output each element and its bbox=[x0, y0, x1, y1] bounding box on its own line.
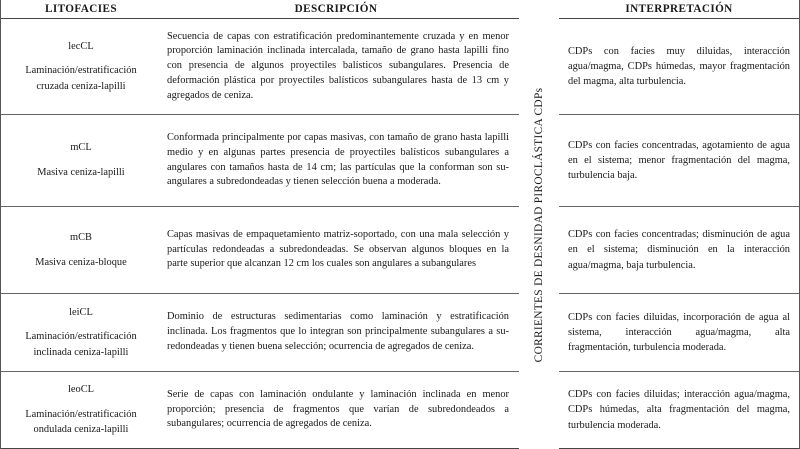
litofacies-code: mCL bbox=[70, 142, 92, 154]
litofacies-name bbox=[25, 329, 136, 360]
litofacies-cell bbox=[1, 372, 161, 448]
interpretacion-cell: CDPs con facies diluidas, incorporación de agua al sistema, interacción agua/magma, alta fragmentación, turbulencia moderada. bbox=[559, 294, 799, 372]
vertical-label-column bbox=[519, 0, 559, 449]
litofacies-name-line-2: inclinada ceniza-lapilli bbox=[33, 346, 129, 358]
table-row bbox=[1, 19, 519, 115]
interpretacion-table bbox=[559, 0, 800, 449]
descripcion-cell: Secuencia de capas con estratificación predominantemente cruzada y en menor proporción laminación inclinada intercalada, tamaño de grano hasta lapilli fino con presencia de algunos proyectiles balísticos subangulares. Presencia de deformación plástica por proyectiles balísticos subangulares hasta de 13 cm y agregados de ceniza. bbox=[167, 30, 509, 101]
column-header-descripcion: DESCRIPCIÓN bbox=[294, 3, 378, 15]
litofacies-code: leiCL bbox=[69, 306, 93, 318]
litofacies-name bbox=[25, 63, 136, 94]
table-row bbox=[1, 372, 519, 449]
descripcion-cell: Conformada principalmente por capas masivas, con tamaño de grano hasta lapilli medio y en algunas partes presencia de proyectiles balísticos subangulares a angulares con tamaños hasta de 14 cm; las partículas que la conforman son su-angulares a subredondeadas y tienen selección buena a moderada. bbox=[167, 131, 509, 188]
interpretacion-cell: CDPs con facies muy diluidas, interacción agua/magma, CDPs húmedas, mayor fragmentación del magma, alta turbulencia. bbox=[559, 19, 799, 115]
column-header-interpretacion: INTERPRETACIÓN bbox=[559, 0, 799, 19]
litofacies-name-line-1: Laminación/estratificación bbox=[25, 331, 137, 343]
litofacies-code: leoCL bbox=[68, 384, 94, 396]
litofacies-cell bbox=[1, 207, 161, 293]
table-row bbox=[1, 207, 519, 294]
litofacies-name-line-1: Masiva ceniza-bloque bbox=[35, 256, 127, 268]
table-row bbox=[1, 294, 519, 372]
litofacies-code: mCB bbox=[70, 231, 92, 243]
column-header-litofacies: LITOFACIES bbox=[45, 3, 117, 15]
litofacies-name-line-1: Masiva ceniza-lapilli bbox=[37, 167, 125, 178]
interpretacion-cell: CDPs con facies diluidas; interacción agua/magma, CDPs húmedas, alta fragmentación del magma, turbulencia moderada. bbox=[559, 372, 799, 449]
interpretacion-cell: CDPs con facies concentradas, agotamiento de agua en el sistema; menor fragmentación del magma, turbulencia baja. bbox=[559, 115, 799, 207]
litofacies-name-line-1: Laminación/estratificación bbox=[25, 408, 137, 420]
descripcion-cell: Serie de capas con laminación ondulante y laminación inclinada en menor proporción; presencia de fragmentos que varían de subredondeados a subangulares; ocurrencia de agregados de ceniza. bbox=[167, 388, 509, 430]
litofacies-cell bbox=[1, 19, 161, 114]
vertical-axis-label: CORRIENTES DE DESNIDAD PIROCLÁSTICA CDPs bbox=[533, 87, 545, 362]
interpretacion-cell: CDPs con facies concentradas; disminución de agua en el sistema; disminución en la interacción agua/magma, baja turbulencia. bbox=[559, 207, 799, 294]
left-table-header-row bbox=[1, 0, 519, 19]
litofacies-name-line-1: Laminación/estratificación bbox=[25, 65, 137, 77]
descripcion-cell: Dominio de estructuras sedimentarias como laminación y estratificación inclinada. Los fragmentos que lo integran son principalmente subangulares a su-redondeadas y tienen buena selección; ocurrencia de agregados de ceniza. bbox=[167, 311, 509, 352]
litofacies-name-line-2: ondulada ceniza-lapilli bbox=[33, 424, 129, 436]
descripcion-cell: Capas masivas de empaquetamiento matriz-soportado, con una mala selección y partículas redondeadas a subredondeadas. Se observan algunos bloques en la parte superior que alcanzan 12 cm los cuales son angulares a subangulares bbox=[167, 228, 509, 270]
litofacies-name bbox=[25, 407, 136, 438]
litofacies-name-line-2: cruzada ceniza-lapilli bbox=[36, 80, 126, 92]
litofacies-code: lecCL bbox=[68, 40, 94, 52]
table-row bbox=[1, 115, 519, 207]
litofacies-name bbox=[37, 165, 124, 181]
litofacies-cell bbox=[1, 115, 161, 206]
litofacies-cell bbox=[1, 294, 161, 371]
litofacies-name bbox=[35, 255, 126, 271]
